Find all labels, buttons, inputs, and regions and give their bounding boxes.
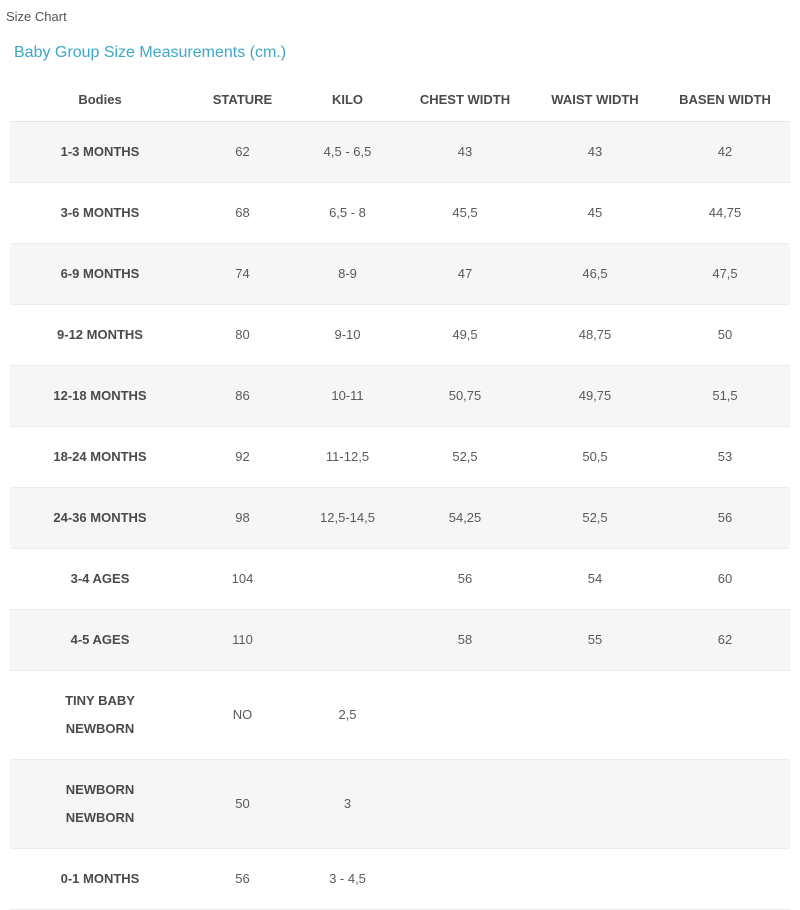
table-row: [10, 671, 790, 760]
table-row: [10, 305, 790, 366]
table-row: [10, 244, 790, 305]
row-label-line2: NEWBORN: [65, 721, 135, 736]
cell-basen-width: 50: [660, 305, 790, 366]
cell-waist-width: [530, 849, 660, 910]
cell-stature: 50: [190, 760, 295, 849]
cell-chest-width: 49,5: [400, 305, 530, 366]
row-label-line1: 3-4 AGES: [70, 571, 130, 586]
cell-basen-width: [660, 760, 790, 849]
cell-waist-width: 52,5: [530, 488, 660, 549]
row-label: [10, 849, 190, 910]
cell-kilo: 6,5 - 8: [295, 183, 400, 244]
cell-chest-width: 52,5: [400, 427, 530, 488]
cell-waist-width: 50,5: [530, 427, 660, 488]
cell-kilo: 9-10: [295, 305, 400, 366]
table-row: [10, 366, 790, 427]
table-header-row: [10, 78, 790, 122]
cell-basen-width: 60: [660, 549, 790, 610]
cell-waist-width: [530, 671, 660, 760]
cell-stature: 56: [190, 849, 295, 910]
table-row: [10, 122, 790, 183]
cell-chest-width: 47: [400, 244, 530, 305]
cell-chest-width: [400, 849, 530, 910]
cell-stature: 98: [190, 488, 295, 549]
cell-kilo: 12,5-14,5: [295, 488, 400, 549]
table-row: [10, 488, 790, 549]
cell-waist-width: [530, 760, 660, 849]
cell-stature: 92: [190, 427, 295, 488]
column-header-bodies: Bodies: [10, 78, 190, 122]
row-label: [10, 549, 190, 610]
cell-waist-width: 49,75: [530, 366, 660, 427]
page-title: Baby Group Size Measurements (cm.): [14, 44, 287, 61]
cell-chest-width: [400, 760, 530, 849]
cell-basen-width: 44,75: [660, 183, 790, 244]
row-label-line1: 3-6 MONTHS: [60, 205, 140, 220]
cell-waist-width: 46,5: [530, 244, 660, 305]
row-label: [10, 760, 190, 849]
size-measurements-table: [10, 78, 790, 910]
cell-kilo: [295, 610, 400, 671]
table-row: [10, 183, 790, 244]
cell-kilo: [295, 549, 400, 610]
cell-stature: NO: [190, 671, 295, 760]
cell-kilo: 8-9: [295, 244, 400, 305]
row-label: [10, 122, 190, 183]
cell-waist-width: 54: [530, 549, 660, 610]
row-label: [10, 671, 190, 760]
table-row: [10, 849, 790, 910]
cell-chest-width: 56: [400, 549, 530, 610]
row-label-line1: 6-9 MONTHS: [60, 266, 140, 281]
cell-chest-width: [400, 671, 530, 760]
cell-basen-width: 47,5: [660, 244, 790, 305]
row-label-line1: 12-18 MONTHS: [53, 388, 147, 403]
cell-waist-width: 55: [530, 610, 660, 671]
cell-basen-width: 53: [660, 427, 790, 488]
cell-kilo: 11-12,5: [295, 427, 400, 488]
row-label-line1: 4-5 AGES: [70, 632, 130, 647]
row-label: [10, 183, 190, 244]
cell-stature: 86: [190, 366, 295, 427]
cell-stature: 62: [190, 122, 295, 183]
cell-kilo: 2,5: [295, 671, 400, 760]
cell-stature: 68: [190, 183, 295, 244]
cell-chest-width: 58: [400, 610, 530, 671]
row-label: [10, 610, 190, 671]
cell-basen-width: [660, 671, 790, 760]
row-label-line1: 9-12 MONTHS: [57, 327, 143, 342]
row-label: [10, 244, 190, 305]
cell-stature: 74: [190, 244, 295, 305]
cell-chest-width: 50,75: [400, 366, 530, 427]
row-label-line2: NEWBORN: [65, 810, 135, 825]
cell-basen-width: 42: [660, 122, 790, 183]
cell-stature: 80: [190, 305, 295, 366]
column-header-basen-width: BASEN WIDTH: [660, 78, 790, 122]
cell-basen-width: 51,5: [660, 366, 790, 427]
cell-waist-width: 48,75: [530, 305, 660, 366]
cell-chest-width: 45,5: [400, 183, 530, 244]
column-header-kilo: KILO: [295, 78, 400, 122]
breadcrumb: Size Chart: [6, 9, 67, 24]
cell-kilo: 3: [295, 760, 400, 849]
row-label-line1: 24-36 MONTHS: [53, 510, 147, 525]
cell-stature: 104: [190, 549, 295, 610]
cell-waist-width: 45: [530, 183, 660, 244]
table-row: [10, 610, 790, 671]
row-label: [10, 427, 190, 488]
row-label: [10, 488, 190, 549]
row-label-line1: 1-3 MONTHS: [60, 144, 140, 159]
cell-basen-width: 62: [660, 610, 790, 671]
column-header-chest-width: CHEST WIDTH: [400, 78, 530, 122]
table-header: [10, 78, 790, 122]
row-label-line1: NEWBORN: [65, 782, 135, 797]
cell-chest-width: 54,25: [400, 488, 530, 549]
row-label: [10, 366, 190, 427]
cell-basen-width: 56: [660, 488, 790, 549]
cell-basen-width: [660, 849, 790, 910]
cell-kilo: 4,5 - 6,5: [295, 122, 400, 183]
table-body: [10, 122, 790, 910]
row-label-line1: 18-24 MONTHS: [53, 449, 147, 464]
table-row: [10, 549, 790, 610]
table-row: [10, 427, 790, 488]
row-label: [10, 305, 190, 366]
column-header-stature: STATURE: [190, 78, 295, 122]
row-label-line1: 0-1 MONTHS: [60, 871, 140, 886]
cell-chest-width: 43: [400, 122, 530, 183]
cell-kilo: 10-11: [295, 366, 400, 427]
cell-stature: 110: [190, 610, 295, 671]
column-header-waist-width: WAIST WIDTH: [530, 78, 660, 122]
row-label-line1: TINY BABY: [65, 693, 135, 708]
table-row: [10, 760, 790, 849]
cell-kilo: 3 - 4,5: [295, 849, 400, 910]
cell-waist-width: 43: [530, 122, 660, 183]
